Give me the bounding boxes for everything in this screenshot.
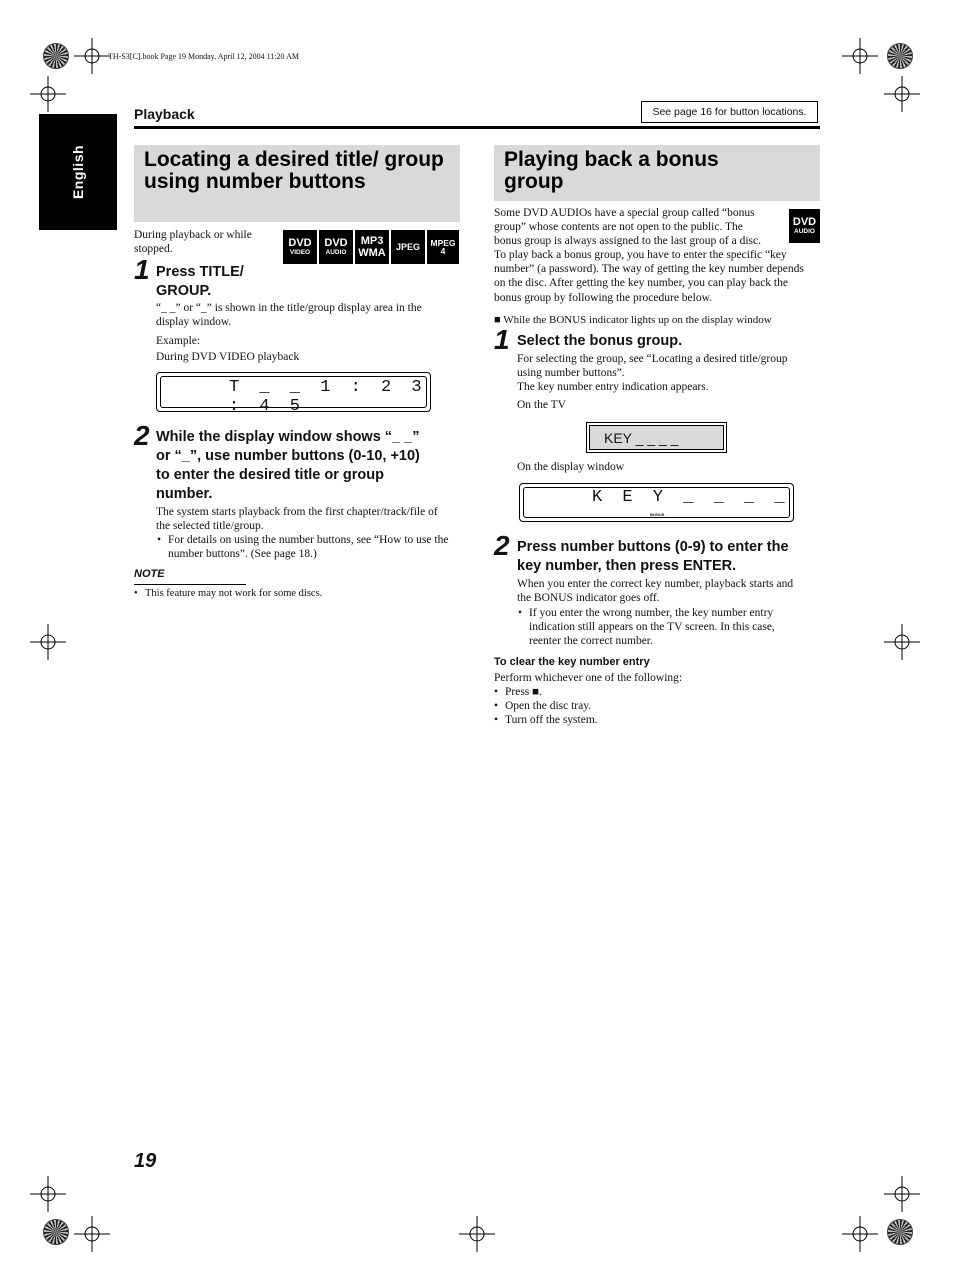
tv-screen-text: KEY _ _ _ _	[604, 430, 679, 446]
registration-mark-icon	[884, 1176, 920, 1212]
badge-mp3-wma: MP3 WMA	[355, 230, 389, 264]
right-step1-body-1: For selecting the group, see “Locating a desired title/group	[517, 353, 788, 365]
color-rosette-icon	[887, 43, 913, 69]
right-intro-7: bonus group by following the procedure below.	[494, 292, 713, 304]
bonus-indicator: BONUS	[650, 512, 665, 517]
right-step1-on-tv: On the TV	[517, 399, 566, 411]
tv-screen-display	[586, 422, 727, 453]
note-text: • This feature may not work for some discs.	[145, 587, 322, 601]
registration-mark-icon	[884, 624, 920, 660]
left-title-box	[134, 145, 460, 222]
left-step1-example-sub: During DVD VIDEO playback	[156, 351, 300, 363]
clear-item-1: • Press ■.	[505, 685, 542, 699]
see-page-text: See page 16 for button locations.	[652, 106, 807, 118]
right-step2-title-2: key number, then press ENTER.	[517, 558, 737, 574]
registration-mark-icon	[30, 76, 66, 112]
color-rosette-icon	[887, 1219, 913, 1245]
right-step1-on-display: On the display window	[517, 461, 625, 473]
right-intro-2: group” whose contents are not open to the public. The	[494, 221, 743, 233]
clear-item-3: • Turn off the system.	[505, 713, 598, 727]
note-heading: NOTE	[134, 568, 165, 580]
right-display-text: K E Y _ _ _ _	[592, 488, 790, 507]
right-title-box	[494, 145, 820, 201]
header-rule	[134, 126, 820, 129]
left-step2-title-1: While the display window shows “_ _”	[156, 429, 420, 445]
right-condition: ■ While the BONUS indicator lights up on the display window	[494, 314, 772, 326]
right-intro-4: To play back a bonus group, you have to enter the specific “key	[494, 249, 787, 261]
registration-mark-icon	[74, 1216, 110, 1252]
registration-mark-icon	[842, 1216, 878, 1252]
right-title: Playing back a bonus group	[504, 148, 719, 193]
left-title: Locating a desired title/ group using number buttons	[144, 148, 444, 193]
left-step2-bullet-1: • For details on using the number buttons, see “How to use the	[168, 533, 448, 547]
badge-jpeg: JPEG	[391, 230, 425, 264]
right-step2-body-2: the BONUS indicator goes off.	[517, 592, 660, 604]
language-tab-label: English	[70, 144, 86, 200]
right-step1-body-2: using number buttons”.	[517, 367, 625, 379]
registration-mark-icon	[30, 1176, 66, 1212]
right-intro-6: on the disc. After getting the key number, you can play back the	[494, 277, 788, 289]
right-step2-number: 2	[494, 530, 510, 561]
section-header: Playback	[134, 106, 195, 122]
page-number: 19	[134, 1150, 157, 1172]
left-step2-body-1: The system starts playback from the first chapter/track/file of	[156, 506, 438, 518]
left-step2-title-2: or “_”, use number buttons (0-10, +10)	[156, 448, 420, 464]
badge-dvd-audio: DVD AUDIO	[319, 230, 353, 264]
print-header-line: TH-S3[C].book Page 19 Monday, April 12, 2004 11:20 AM	[108, 52, 299, 61]
badge-dvd-video: DVD VIDEO	[283, 230, 317, 264]
badge-dvd-audio-right: DVD AUDIO	[789, 209, 820, 243]
left-display-window	[156, 372, 431, 416]
registration-mark-icon	[74, 38, 110, 74]
left-step2-title-3: to enter the desired title or group	[156, 467, 384, 483]
see-page-box	[641, 101, 818, 123]
left-display-text: T _ _ 1 : 2 3 : 4 5	[229, 378, 427, 416]
left-condition: During playback or while stopped.	[134, 229, 252, 255]
clear-heading: To clear the key number entry	[494, 656, 650, 668]
registration-mark-icon	[30, 624, 66, 660]
right-step1-number: 1	[494, 324, 510, 355]
left-step1-example: Example:	[156, 335, 201, 347]
right-step2-bullet-3: reenter the correct number.	[529, 635, 653, 647]
left-step1-title-2: GROUP.	[156, 283, 212, 299]
right-step2-bullet-1: • If you enter the wrong number, the key number entry	[529, 606, 773, 620]
registration-mark-icon	[842, 38, 878, 74]
clear-item-2: • Open the disc tray.	[505, 699, 591, 713]
right-intro-1: Some DVD AUDIOs have a special group called “bonus	[494, 207, 755, 219]
right-step2-bullet-2: indication still appears on the TV screen. In this case,	[529, 621, 775, 633]
left-step2-body-2: the selected title/group.	[156, 520, 264, 532]
right-step1-title: Select the bonus group.	[517, 333, 683, 349]
left-step2-number: 2	[134, 420, 150, 451]
left-step2-title-4: number.	[156, 486, 213, 502]
left-step1-number: 1	[134, 254, 150, 285]
color-rosette-icon	[43, 1219, 69, 1245]
right-display-window	[519, 483, 794, 522]
left-step2-bullet-2: number buttons”. (See page 18.)	[168, 548, 317, 560]
language-tab	[39, 114, 117, 230]
right-step2-title-1: Press number buttons (0-9) to enter the	[517, 539, 789, 555]
right-intro-5: number” (a password). The way of getting the key number depends	[494, 263, 804, 275]
left-step1-title-1: Press TITLE/	[156, 264, 244, 280]
right-step2-body-1: When you enter the correct key number, playback starts and	[517, 578, 794, 590]
left-step1-body-2: display window.	[156, 316, 232, 328]
right-step1-body-3: The key number entry indication appears.	[517, 381, 709, 393]
registration-mark-icon	[459, 1216, 495, 1252]
registration-mark-icon	[884, 76, 920, 112]
clear-intro: Perform whichever one of the following:	[494, 672, 683, 684]
left-step1-body-1: “_ _” or “_” is shown in the title/group display area in the	[156, 302, 422, 314]
badge-mpeg4: MPEG 4	[427, 230, 459, 264]
color-rosette-icon	[43, 43, 69, 69]
right-intro-3: bonus group is always assigned to the last group of a disc.	[494, 235, 762, 247]
note-rule	[134, 584, 246, 585]
